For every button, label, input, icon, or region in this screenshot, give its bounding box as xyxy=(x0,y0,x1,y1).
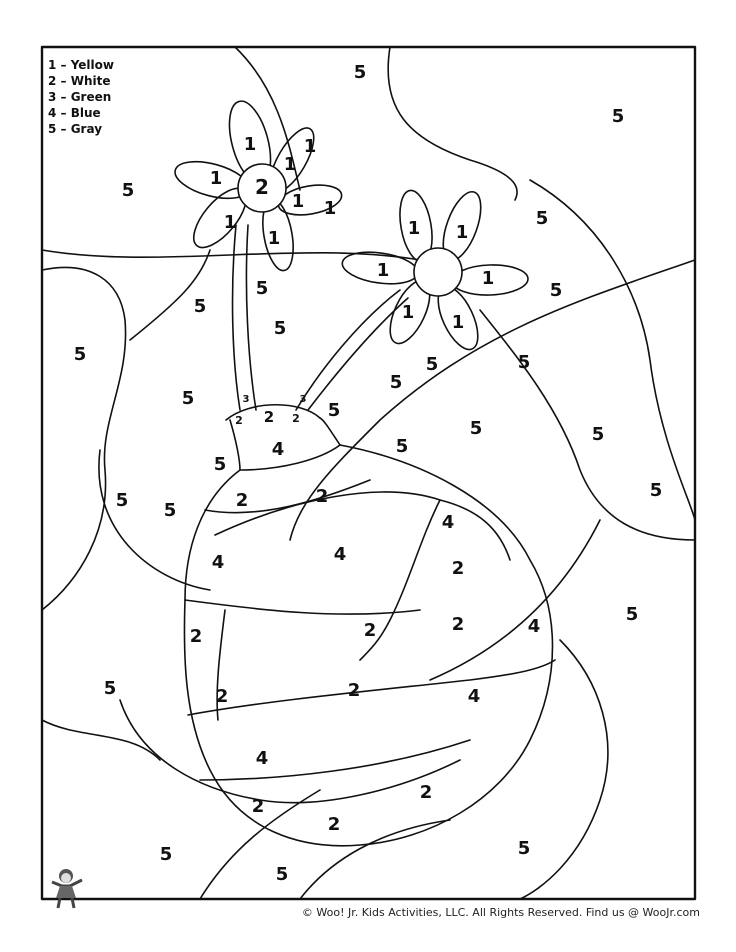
region-number: 2 xyxy=(315,486,329,507)
region-number: 4 xyxy=(211,552,225,573)
vase-band xyxy=(185,600,420,614)
legend-item-gray: 5 – Gray xyxy=(48,122,103,136)
region-number: 5 xyxy=(193,296,207,317)
region-number: 1 xyxy=(303,136,317,157)
legend-item-white: 2 – White xyxy=(48,74,111,88)
page-border xyxy=(42,47,695,899)
legend-item-blue: 4 – Blue xyxy=(48,106,101,120)
region-number: 1 xyxy=(223,212,237,233)
region-number: 2 xyxy=(451,614,465,635)
region-number: 1 xyxy=(323,198,337,219)
region-number: 2 xyxy=(347,680,361,701)
region-number: 4 xyxy=(467,686,481,707)
region-number: 2 xyxy=(363,620,377,641)
region-number: 2 xyxy=(327,814,341,835)
bg-curve xyxy=(388,47,517,200)
region-number: 2 xyxy=(255,175,269,199)
region-number: 4 xyxy=(441,512,455,533)
region-number: 5 xyxy=(353,62,367,83)
region-number: 2 xyxy=(235,490,249,511)
region-number: 5 xyxy=(163,500,177,521)
vase-band xyxy=(215,492,510,560)
region-number: 5 xyxy=(625,604,639,625)
stem xyxy=(296,290,400,410)
region-number: 4 xyxy=(527,616,541,637)
region-number: 2 xyxy=(292,412,300,425)
bg-curve xyxy=(120,700,460,803)
bg-curve xyxy=(517,640,608,899)
copyright-footer: © Woo! Jr. Kids Activities, LLC. All Rights Reserved. Find us @ WooJr.com xyxy=(301,906,700,919)
region-number: 5 xyxy=(395,436,409,457)
region-number: 1 xyxy=(451,312,465,333)
region-number: 5 xyxy=(649,480,663,501)
vase-neck xyxy=(230,418,340,470)
region-number: 2 xyxy=(451,558,465,579)
region-number: 5 xyxy=(591,424,605,445)
region-number: 5 xyxy=(159,844,173,865)
stem xyxy=(233,225,240,410)
vase-band xyxy=(188,660,555,715)
region-number: 5 xyxy=(517,838,531,859)
region-number: 5 xyxy=(115,490,129,511)
region-number: 5 xyxy=(389,372,403,393)
region-number: 2 xyxy=(189,626,203,647)
bg-curve xyxy=(42,267,126,610)
region-number: 2 xyxy=(263,408,275,426)
legend-item-green: 3 – Green xyxy=(48,90,112,104)
flower-center xyxy=(414,248,462,296)
region-number: 1 xyxy=(376,260,390,281)
region-number: 1 xyxy=(267,228,281,249)
woojr-mascot xyxy=(52,869,82,908)
region-number: 5 xyxy=(469,418,483,439)
region-number: 5 xyxy=(121,180,135,201)
region-number: 1 xyxy=(455,222,469,243)
region-number: 2 xyxy=(419,782,433,803)
legend-item-yellow: 1 – Yellow xyxy=(48,58,114,72)
region-number: 5 xyxy=(611,106,625,127)
region-number: 4 xyxy=(271,439,285,460)
region-number: 3 xyxy=(242,394,250,405)
region-number: 5 xyxy=(517,352,531,373)
region-number: 2 xyxy=(251,796,265,817)
region-number: 5 xyxy=(213,454,227,475)
region-number: 5 xyxy=(549,280,563,301)
region-number: 1 xyxy=(283,154,297,175)
region-number: 5 xyxy=(535,208,549,229)
region-number: 1 xyxy=(407,218,421,239)
region-number: 5 xyxy=(273,318,287,339)
region-number: 4 xyxy=(255,748,269,769)
region-number: 5 xyxy=(255,278,269,299)
region-number: 1 xyxy=(209,168,223,189)
region-number: 1 xyxy=(243,134,257,155)
bg-curve xyxy=(300,820,450,899)
bg-curve xyxy=(42,250,420,260)
region-number: 4 xyxy=(333,544,347,565)
region-number: 1 xyxy=(401,302,415,323)
region-number: 3 xyxy=(299,394,307,405)
bg-curve xyxy=(530,180,695,520)
region-number: 5 xyxy=(327,400,341,421)
bg-curve xyxy=(99,450,210,590)
region-number: 2 xyxy=(215,686,229,707)
bg-curve xyxy=(130,250,210,340)
region-number: 2 xyxy=(235,414,243,427)
region-number: 1 xyxy=(291,191,305,212)
stem xyxy=(246,225,256,410)
region-number: 5 xyxy=(181,388,195,409)
region-number: 5 xyxy=(103,678,117,699)
region-number: 5 xyxy=(275,864,289,885)
region-number: 1 xyxy=(481,268,495,289)
region-number: 5 xyxy=(425,354,439,375)
region-number: 5 xyxy=(73,344,87,365)
